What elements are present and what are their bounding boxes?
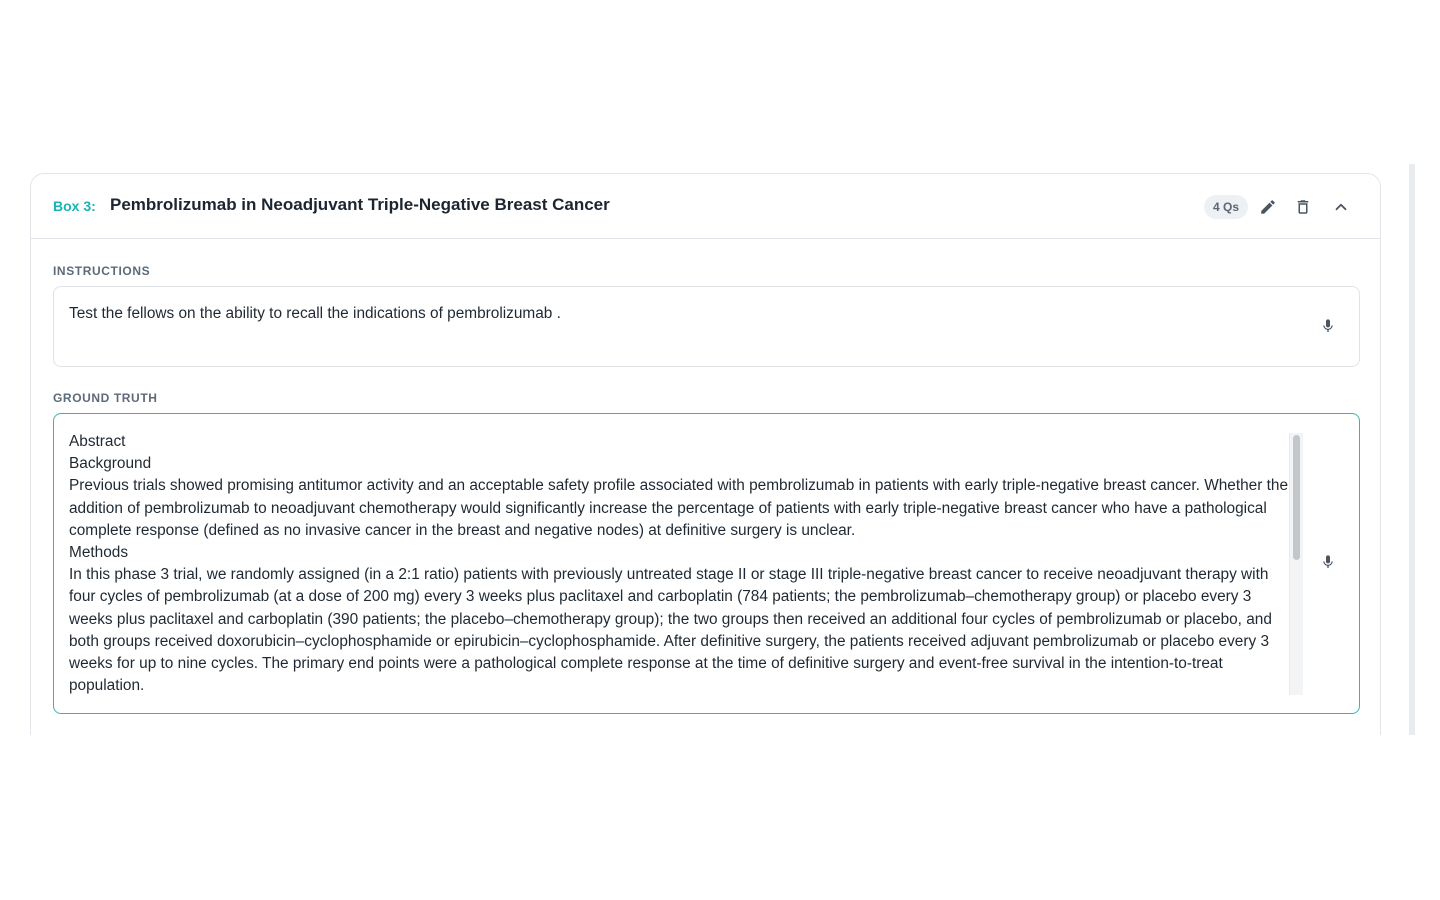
collapse-button[interactable]	[1328, 194, 1354, 220]
ground-truth-text[interactable]: Abstract Background Previous trials showed promising antitumor activity and an acceptable safety profile associated with pembrolizumab in patients with early triple-negative breast cancer. Whether the addition of pembrolizumab to neoadjuvant chemotherapy would significantly increase the percentage of patients with early triple-negative breast cancer who have a pathological complete response (defined as no invasive cancer in the breast and negative nodes) at definitive surgery is unclear. Methods In this phase 3 trial, we randomly assigned (in a 2:1 ratio) patients with previously untreated stage II or stage III triple-negative breast cancer to receive neoadjuvant therapy with four cycles of pembrolizumab (at a dose of 200 mg) every 3 weeks plus paclitaxel and carboplatin (784 patients; the pembrolizumab–chemotherapy group) or placebo every 3 weeks plus paclitaxel and carboplatin (390 patients; the placebo–chemotherapy group); the two groups then received an additional four cycles of pembrolizumab or placebo, and both groups received doxorubicin–cyclophosphamide or epirubicin–cyclophosphamide. After definitive surgery, the patients received adjuvant pembrolizumab or placebo every 3 weeks for up to nine cycles. The primary end points were a pathological complete response at the time of definitive surgery and event-free survival in the intention-to-treat population.	[69, 433, 1289, 695]
box-title: Pembrolizumab in Neoadjuvant Triple-Negative Breast Cancer	[110, 195, 610, 214]
microphone-icon	[1320, 316, 1336, 336]
ground-truth-text-area[interactable]	[69, 431, 1291, 697]
instructions-label: INSTRUCTIONS	[53, 264, 151, 278]
box-header[interactable]	[31, 174, 1380, 239]
ground-truth-mic-button[interactable]	[1316, 550, 1340, 574]
instructions-mic-button[interactable]	[1316, 314, 1340, 338]
ground-truth-label: GROUND TRUTH	[53, 391, 158, 405]
box-card	[30, 173, 1381, 753]
microphone-icon	[1320, 552, 1336, 572]
chevron-up-icon	[1332, 198, 1350, 216]
instructions-text[interactable]: Test the fellows on the ability to recall the indications of pembrolizumab .	[69, 305, 561, 322]
ground-truth-scrollbar-thumb[interactable]	[1293, 435, 1300, 560]
pencil-icon	[1259, 198, 1277, 216]
delete-button[interactable]	[1290, 194, 1316, 220]
box-number-label: Box 3:	[53, 198, 96, 214]
ground-truth-field[interactable]	[53, 413, 1360, 714]
page-bottom-area	[0, 735, 1440, 900]
ground-truth-scrollbar[interactable]	[1289, 433, 1303, 695]
question-count-badge: 4 Qs	[1204, 195, 1248, 219]
edit-button[interactable]	[1255, 194, 1281, 220]
page-scrollbar[interactable]	[1409, 164, 1415, 735]
instructions-field[interactable]	[53, 286, 1360, 367]
trash-icon	[1294, 198, 1312, 216]
